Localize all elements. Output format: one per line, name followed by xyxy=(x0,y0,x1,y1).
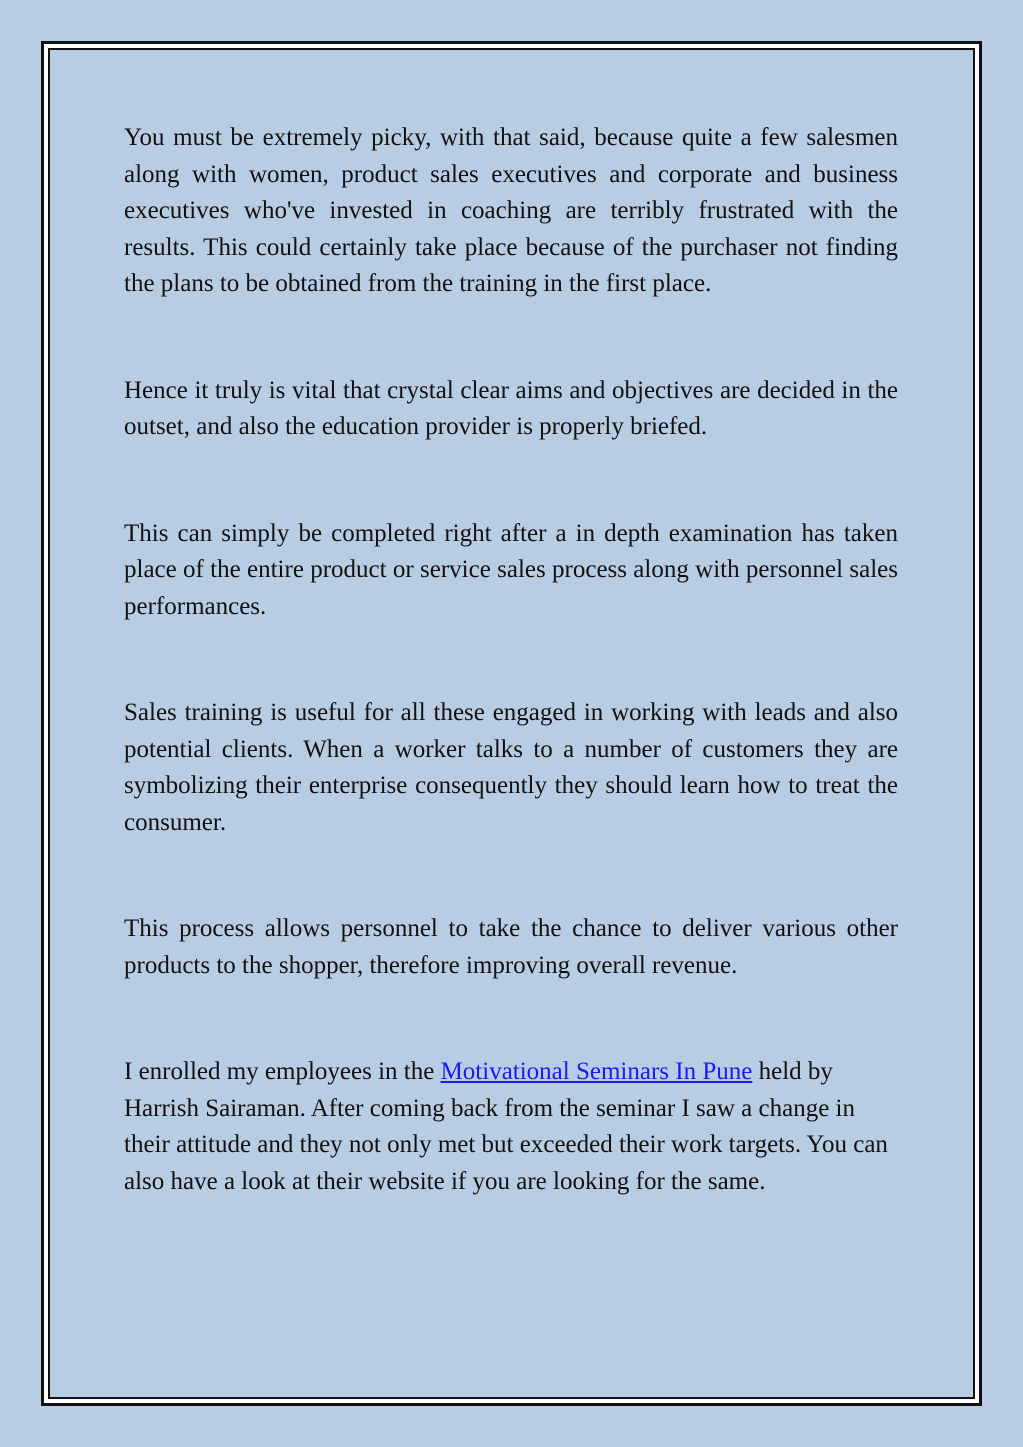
paragraph-5: This process allows personnel to take the chance to deliver various other products to the shopper, therefore improving overall revenue. xyxy=(124,915,898,979)
paragraph-6-lead-text: I enrolled my employees in the xyxy=(124,1058,441,1085)
motivational-seminars-link[interactable]: Motivational Seminars In Pune xyxy=(440,1058,753,1085)
paragraph-4: Sales training is useful for all these engaged in working with leads and also potential clients. When a worker talks to a number of customers they are symbolizing their enterprise consequently they should learn how to treat the consumer. xyxy=(124,699,898,836)
paragraph-3: This can simply be completed right after a in depth examination has taken place of the entire product or service sales process along with personnel sales performances. xyxy=(124,519,898,620)
paragraph-2: Hence it truly is vital that crystal clear aims and objectives are decided in the outset, and also the education provider is properly briefed. xyxy=(124,376,898,440)
document-body xyxy=(124,120,898,1200)
paragraph-6 xyxy=(124,1054,898,1200)
paragraph-1: You must be extremely picky, with that said, because quite a few salesmen along with women, product sales executives and corporate and business executives who've invested in coaching are terribly frustrated with the results. This could certainly take place because of the purchaser not finding the plans to be obtained from the training in the first place. xyxy=(124,124,898,297)
paragraph-6-trailing-text: held by Harrish Sairaman. After coming back from the seminar I saw a change in their attitude and they not only met but exceeded their work targets. You can also have a look at their website if you are looking for the same. xyxy=(124,1058,888,1195)
